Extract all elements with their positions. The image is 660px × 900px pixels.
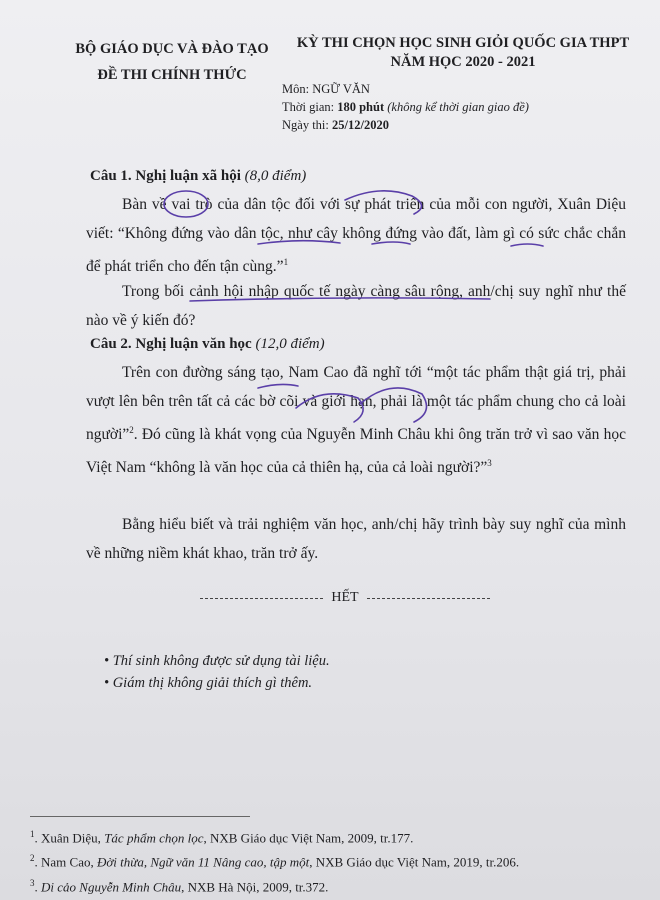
- footnote-2: [30, 848, 519, 872]
- footnote-1-rest: , NXB Giáo dục Việt Nam, 2009, tr.177.: [203, 830, 414, 846]
- q1-title-text: Câu 1. Nghị luận xã hội: [90, 168, 241, 184]
- footnote-ref-1: 1: [283, 257, 289, 267]
- date-value: 25/12/2020: [332, 118, 389, 132]
- footnote-ref-2: 2: [129, 425, 134, 435]
- footnote-2-work: Đời thừa, Ngữ văn 11 Nâng cao, tập một: [96, 854, 310, 870]
- time-note: (không kể thời gian giao đề): [387, 100, 529, 114]
- exam-notes: [104, 650, 330, 694]
- question-1-title: [90, 168, 306, 185]
- end-dash-right: [367, 598, 490, 599]
- footnote-3-rest: , NXB Hà Nội, 2009, tr.372.: [181, 878, 329, 894]
- footnote-1-sep: .: [34, 830, 41, 846]
- footnote-ref-3: 3: [487, 458, 492, 469]
- footnote-2-num: 2: [30, 853, 35, 864]
- exam-meta: [282, 80, 529, 134]
- footnote-separator: [30, 816, 250, 817]
- footnotes: [30, 824, 519, 897]
- footnote-3-num: 3: [30, 877, 35, 888]
- end-text: HẾT: [331, 590, 359, 605]
- exam-title: KỲ THI CHỌN HỌC SINH GIỎI QUỐC GIA THPT: [296, 35, 630, 51]
- header-right: [288, 34, 638, 72]
- footnote-1-work: Tác phẩm chọn lọc: [104, 830, 204, 846]
- question-2-paragraph-1: [86, 358, 626, 482]
- question-1-paragraph-1: [86, 190, 626, 281]
- question-1-paragraph-2: [86, 277, 626, 335]
- footnote-3-work: Di cảo Nguyễn Minh Châu: [41, 878, 182, 894]
- subject-value: NGỮ VĂN: [312, 82, 370, 96]
- subject-line: [282, 80, 529, 98]
- footnote-3: [30, 873, 519, 897]
- footnote-1: [30, 824, 519, 848]
- footnote-2-rest: , NXB Giáo dục Việt Nam, 2019, tr.206.: [309, 854, 520, 870]
- official-label: ĐỀ THI CHÍNH THỨC: [97, 67, 247, 83]
- time-line: [282, 98, 529, 116]
- note-1: • Thí sinh không được sử dụng tài liệu.: [104, 653, 330, 669]
- subject-label: Môn:: [282, 82, 313, 96]
- q2-title-text: Câu 2. Nghị luận văn học: [90, 336, 252, 352]
- q2-p1a-text: Trên con đường sáng tạo, Nam Cao đã nghĩ tới “một tác phẩm thật giá trị, phải vượt lên bên trên tất cả các bờ cõi và giới hạn, phải là một tác phẩm chung cho cả loài người”: [86, 364, 626, 444]
- question-2-title: [90, 336, 325, 353]
- end-marker: [200, 590, 490, 606]
- time-label: Thời gian:: [282, 100, 338, 114]
- footnote-3-sep: .: [34, 878, 41, 894]
- footnote-2-author: Nam Cao,: [41, 854, 97, 870]
- footnote-1-author: Xuân Diệu,: [41, 830, 105, 846]
- footnote-1-num: 1: [30, 829, 35, 839]
- header-left: [52, 36, 292, 88]
- q1-points: (8,0 điểm): [244, 168, 307, 184]
- school-year: NĂM HỌC 2020 - 2021: [390, 54, 536, 70]
- q2-p1b-text: . Đó cũng là khát vọng của Nguyễn Minh Châu khi ông trăn trở vì sao văn học Việt Nam “không là văn học của cả thiên hạ, của cả loài người?”: [86, 426, 626, 477]
- q1-p1-text: Bàn về vai trò của dân tộc đối với sự phát triển của mỗi con người, Xuân Diệu viết: “Không đứng vào dân tộc, như cây không đứng vào đất, làm gì có sức chắc chắn để phát triển cho đến tận cùng.”: [86, 196, 626, 276]
- date-label: Ngày thi:: [282, 118, 332, 132]
- q2-points: (12,0 điểm): [255, 336, 325, 352]
- question-2-paragraph-2: [86, 510, 626, 568]
- q2-p2-text: Bằng hiểu biết và trải nghiệm văn học, anh/chị hãy trình bày suy nghĩ của mình về những niềm khát khao, trăn trở ấy.: [86, 516, 626, 562]
- time-value: 180 phút: [337, 100, 385, 114]
- q1-p2-text: Trong bối cảnh hội nhập quốc tế ngày càng sâu rộng, anh/chị suy nghĩ như thế nào về ý kiến đó?: [86, 283, 626, 329]
- date-line: [282, 116, 529, 134]
- footnote-2-sep: .: [34, 854, 41, 870]
- end-dash-left: [200, 598, 323, 599]
- note-2: • Giám thị không giải thích gì thêm.: [104, 675, 313, 691]
- ministry-name: BỘ GIÁO DỤC VÀ ĐÀO TẠO: [75, 41, 269, 57]
